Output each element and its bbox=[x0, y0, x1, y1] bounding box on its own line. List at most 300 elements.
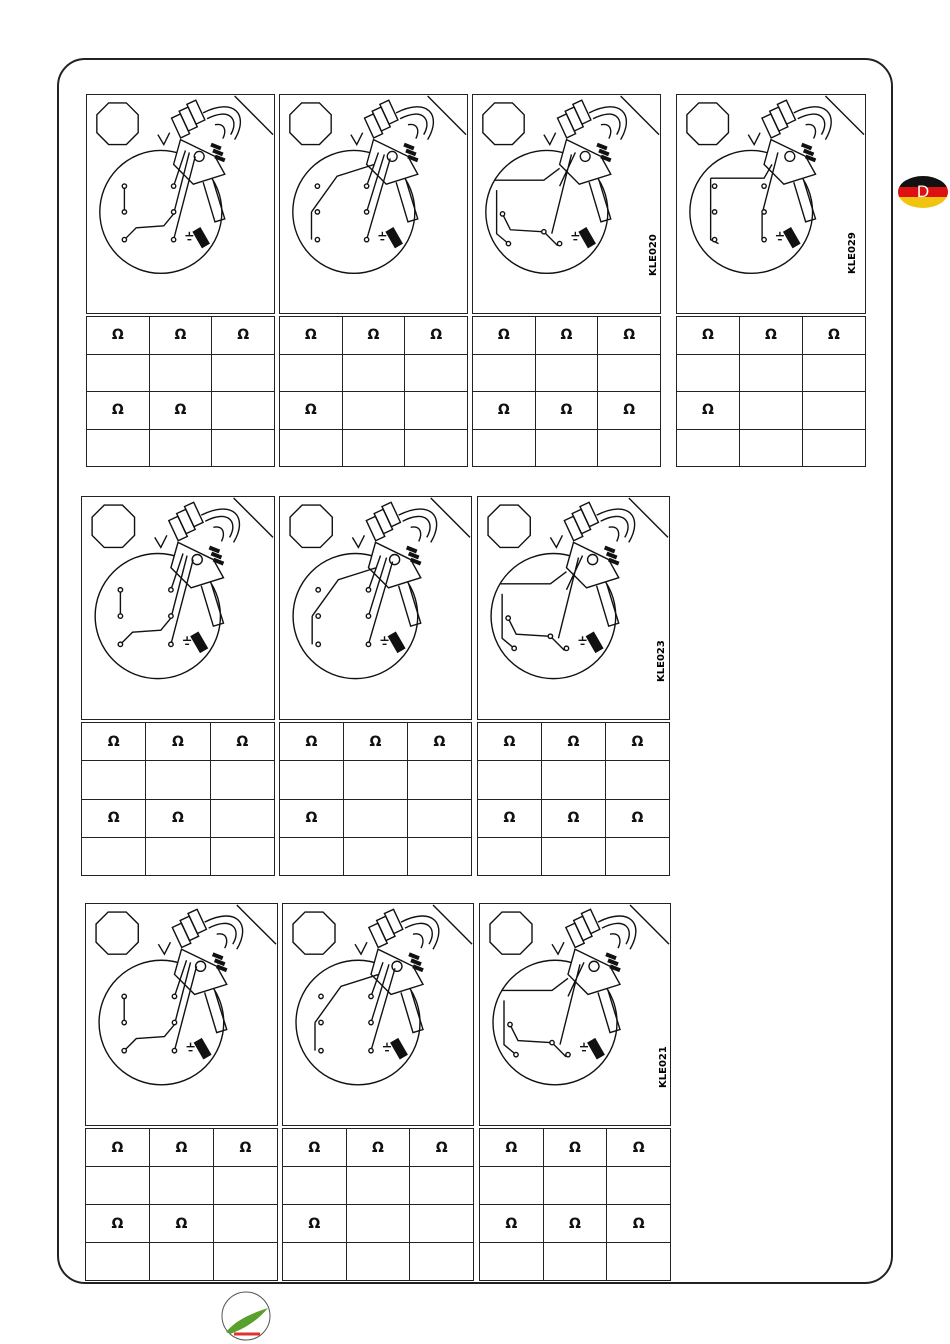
table-row bbox=[82, 723, 275, 761]
resistance-cell: Ω bbox=[607, 1205, 671, 1243]
table-row bbox=[82, 837, 275, 875]
check-mark-icon bbox=[351, 133, 363, 145]
resistance-cell bbox=[344, 799, 408, 837]
table-row bbox=[280, 723, 472, 761]
resistance-cell: Ω bbox=[146, 723, 210, 761]
resistance-cell: Ω bbox=[480, 1129, 544, 1167]
resistance-cell bbox=[212, 429, 275, 467]
resistance-cell: Ω bbox=[82, 799, 146, 837]
resistance-cell bbox=[543, 1243, 607, 1281]
terminal-dot bbox=[712, 237, 716, 241]
resistance-cell: Ω bbox=[86, 1129, 150, 1167]
octagon-marker-icon bbox=[96, 912, 138, 954]
corner-mark bbox=[621, 96, 659, 135]
ground-clip-icon bbox=[391, 1039, 407, 1059]
terminal-dot bbox=[508, 1022, 512, 1026]
resistance-table bbox=[279, 722, 472, 876]
resistance-cell bbox=[410, 1205, 474, 1243]
corner-mark bbox=[237, 905, 276, 944]
terminal-dot bbox=[500, 212, 504, 216]
table-row bbox=[86, 1205, 278, 1243]
resistance-cell: Ω bbox=[280, 723, 344, 761]
language-badge-de bbox=[898, 176, 948, 208]
corner-mark bbox=[825, 96, 864, 135]
terminal-dot bbox=[315, 237, 319, 241]
resistance-cell bbox=[346, 1167, 410, 1205]
resistance-cell: Ω bbox=[535, 317, 598, 355]
terminal-dot bbox=[369, 1048, 373, 1052]
terminal-dot bbox=[315, 210, 319, 214]
table-row bbox=[86, 1167, 278, 1205]
resistance-cell bbox=[607, 1243, 671, 1281]
ground-symbol-icon bbox=[187, 1043, 195, 1051]
resistance-cell: Ω bbox=[473, 317, 536, 355]
table-row bbox=[87, 317, 275, 355]
resistance-cell bbox=[405, 429, 468, 467]
resistance-cell bbox=[480, 1167, 544, 1205]
resistance-cell bbox=[342, 429, 405, 467]
ground-clip-icon bbox=[784, 228, 800, 247]
wiring-diagram bbox=[85, 903, 278, 1126]
resistance-table bbox=[676, 316, 866, 467]
resistance-cell bbox=[210, 761, 274, 799]
resistance-cell: Ω bbox=[803, 317, 866, 355]
resistance-cell: Ω bbox=[598, 392, 661, 430]
terminal-dot bbox=[172, 1048, 176, 1052]
terminal-dot bbox=[118, 642, 122, 646]
table-row bbox=[473, 354, 661, 392]
resistance-table bbox=[81, 722, 275, 876]
table-row bbox=[283, 1205, 474, 1243]
resistance-cell: Ω bbox=[598, 317, 661, 355]
ground-clip-icon bbox=[588, 1039, 604, 1059]
terminal-dot bbox=[366, 588, 370, 592]
ground-clip-icon bbox=[191, 632, 207, 652]
octagon-marker-icon bbox=[97, 103, 138, 145]
wiring-diagram bbox=[479, 903, 671, 1126]
resistance-cell: Ω bbox=[480, 1205, 544, 1243]
resistance-cell bbox=[212, 392, 275, 430]
ground-symbol-icon bbox=[183, 636, 191, 644]
table-row bbox=[283, 1167, 474, 1205]
resistance-cell bbox=[342, 354, 405, 392]
resistance-cell bbox=[146, 837, 210, 875]
terminal-dot bbox=[512, 646, 516, 650]
table-row bbox=[677, 354, 866, 392]
wiring-diagram bbox=[676, 94, 866, 314]
resistance-cell: Ω bbox=[149, 317, 212, 355]
resistance-cell bbox=[410, 1167, 474, 1205]
ground-clip-icon bbox=[587, 632, 603, 652]
resistance-cell: Ω bbox=[86, 1205, 150, 1243]
table-row bbox=[280, 392, 468, 430]
wiring-panel-8 bbox=[85, 903, 278, 1276]
terminal-dot bbox=[369, 1020, 373, 1024]
terminal-dot bbox=[762, 237, 766, 241]
terminal-dot bbox=[712, 210, 716, 214]
resistance-cell: Ω bbox=[473, 392, 536, 430]
resistance-cell bbox=[346, 1243, 410, 1281]
table-row bbox=[478, 761, 670, 799]
resistance-cell: Ω bbox=[87, 317, 150, 355]
resistance-cell bbox=[280, 354, 343, 392]
terminal-dot bbox=[369, 994, 373, 998]
resistance-cell: Ω bbox=[677, 392, 740, 430]
octagon-marker-icon bbox=[483, 103, 524, 145]
resistance-cell: Ω bbox=[87, 392, 150, 430]
wiring-diagram bbox=[81, 496, 275, 720]
corner-mark bbox=[234, 498, 273, 537]
table-row bbox=[677, 429, 866, 467]
octagon-marker-icon bbox=[290, 505, 332, 547]
resistance-table bbox=[279, 316, 468, 467]
resistance-cell bbox=[87, 429, 150, 467]
terminal-block-icon bbox=[169, 502, 240, 542]
wiring-panel-5 bbox=[81, 496, 275, 871]
terminal-block-icon bbox=[172, 100, 241, 139]
table-row bbox=[86, 1243, 278, 1281]
table-row bbox=[478, 799, 670, 837]
table-row bbox=[280, 799, 472, 837]
resistance-cell bbox=[408, 837, 472, 875]
terminal-dot bbox=[122, 1020, 126, 1024]
resistance-table bbox=[85, 1128, 278, 1281]
resistance-cell bbox=[283, 1167, 347, 1205]
table-row bbox=[280, 761, 472, 799]
table-row bbox=[478, 837, 670, 875]
ground-clip-icon bbox=[195, 1039, 211, 1059]
ground-symbol-icon bbox=[185, 232, 193, 240]
terminal-dot bbox=[366, 614, 370, 618]
resistance-cell bbox=[803, 354, 866, 392]
terminal-dot bbox=[316, 642, 320, 646]
resistance-cell bbox=[478, 761, 542, 799]
terminal-dot bbox=[171, 237, 175, 241]
terminal-dot bbox=[514, 1052, 518, 1056]
octagon-marker-icon bbox=[92, 505, 134, 547]
table-row bbox=[280, 354, 468, 392]
terminal-dot bbox=[169, 588, 173, 592]
resistance-cell bbox=[606, 761, 670, 799]
ground-symbol-icon bbox=[580, 1043, 588, 1051]
check-mark-icon bbox=[158, 942, 170, 954]
resistance-cell: Ω bbox=[344, 723, 408, 761]
ground-symbol-icon bbox=[383, 1043, 391, 1051]
resistance-cell: Ω bbox=[410, 1129, 474, 1167]
resistance-cell: Ω bbox=[543, 1205, 607, 1243]
resistance-table bbox=[86, 316, 275, 467]
wiring-panel-9 bbox=[282, 903, 474, 1276]
terminal-dot bbox=[171, 210, 175, 214]
ground-clip-icon bbox=[386, 228, 402, 247]
terminal-dot bbox=[566, 1052, 570, 1056]
resistance-cell bbox=[280, 761, 344, 799]
table-row bbox=[87, 354, 275, 392]
resistance-cell: Ω bbox=[212, 317, 275, 355]
resistance-cell bbox=[149, 354, 212, 392]
wiring-panel-3 bbox=[472, 94, 661, 462]
resistance-cell bbox=[82, 761, 146, 799]
resistance-cell bbox=[86, 1167, 150, 1205]
table-row bbox=[280, 317, 468, 355]
terminal-dot bbox=[169, 614, 173, 618]
wiring-panel-7 bbox=[477, 496, 670, 871]
ground-clip-icon bbox=[193, 228, 209, 247]
ground-clip-icon bbox=[579, 228, 595, 247]
resistance-cell bbox=[210, 837, 274, 875]
table-row bbox=[87, 392, 275, 430]
check-mark-icon bbox=[158, 133, 170, 145]
terminal-dot bbox=[506, 616, 510, 620]
wiring-diagram bbox=[477, 496, 670, 720]
terminal-dot bbox=[171, 184, 175, 188]
terminal-dot bbox=[319, 1048, 323, 1052]
corner-mark bbox=[428, 96, 466, 135]
table-row bbox=[480, 1167, 671, 1205]
resistance-cell: Ω bbox=[82, 723, 146, 761]
check-mark-icon bbox=[352, 535, 364, 547]
terminal-dot bbox=[762, 184, 766, 188]
table-row bbox=[478, 723, 670, 761]
octagon-marker-icon bbox=[290, 103, 331, 145]
resistance-table bbox=[479, 1128, 671, 1281]
terminal-block-icon bbox=[564, 502, 634, 542]
resistance-cell bbox=[740, 429, 803, 467]
resistance-cell: Ω bbox=[677, 317, 740, 355]
model-code-label: KLE020 bbox=[648, 234, 659, 276]
table-row bbox=[480, 1129, 671, 1167]
table-row bbox=[87, 429, 275, 467]
resistance-cell bbox=[598, 429, 661, 467]
terminal-dot bbox=[172, 1020, 176, 1024]
corner-mark bbox=[431, 498, 470, 537]
resistance-cell bbox=[473, 354, 536, 392]
resistance-cell: Ω bbox=[146, 799, 210, 837]
resistance-cell: Ω bbox=[283, 1205, 347, 1243]
resistance-cell bbox=[214, 1205, 278, 1243]
resistance-cell: Ω bbox=[405, 317, 468, 355]
terminal-dot bbox=[550, 1040, 554, 1044]
resistance-cell: Ω bbox=[478, 799, 542, 837]
resistance-cell bbox=[410, 1243, 474, 1281]
resistance-cell bbox=[405, 392, 468, 430]
table-row bbox=[86, 1129, 278, 1167]
resistance-cell: Ω bbox=[150, 1205, 214, 1243]
resistance-cell: Ω bbox=[283, 1129, 347, 1167]
resistance-cell bbox=[210, 799, 274, 837]
table-row bbox=[480, 1243, 671, 1281]
model-code-label: KLE029 bbox=[847, 232, 858, 274]
wiring-panel-10 bbox=[479, 903, 671, 1276]
resistance-cell bbox=[214, 1167, 278, 1205]
resistance-cell bbox=[405, 354, 468, 392]
terminal-dot bbox=[366, 642, 370, 646]
resistance-cell bbox=[212, 354, 275, 392]
table-row bbox=[677, 392, 866, 430]
terminal-dot bbox=[319, 1020, 323, 1024]
resistance-cell bbox=[150, 1243, 214, 1281]
wiring-panel-4 bbox=[676, 94, 866, 462]
resistance-cell bbox=[542, 761, 606, 799]
resistance-cell bbox=[803, 392, 866, 430]
terminal-dot bbox=[364, 210, 368, 214]
resistance-cell: Ω bbox=[535, 392, 598, 430]
terminal-block-icon bbox=[365, 100, 434, 139]
resistance-cell bbox=[677, 354, 740, 392]
wiring-diagram bbox=[86, 94, 275, 314]
model-code-label: KLE023 bbox=[656, 640, 667, 682]
wiring-diagram bbox=[279, 94, 468, 314]
resistance-table bbox=[472, 316, 661, 467]
check-mark-icon bbox=[355, 942, 367, 954]
resistance-cell: Ω bbox=[606, 799, 670, 837]
terminal-dot bbox=[122, 184, 126, 188]
table-row bbox=[473, 317, 661, 355]
resistance-cell bbox=[740, 354, 803, 392]
terminal-dot bbox=[122, 1048, 126, 1052]
resistance-cell: Ω bbox=[542, 723, 606, 761]
resistance-cell bbox=[344, 837, 408, 875]
terminal-dot bbox=[364, 184, 368, 188]
resistance-cell bbox=[87, 354, 150, 392]
terminal-dot bbox=[712, 184, 716, 188]
resistance-cell bbox=[473, 429, 536, 467]
model-code-label: KLE021 bbox=[658, 1046, 669, 1088]
brand-logo-icon bbox=[220, 1290, 272, 1342]
table-row bbox=[82, 761, 275, 799]
terminal-block-icon bbox=[558, 100, 627, 139]
resistance-cell: Ω bbox=[280, 317, 343, 355]
terminal-dot bbox=[762, 210, 766, 214]
terminal-dot bbox=[364, 237, 368, 241]
wiring-panel-2 bbox=[279, 94, 468, 462]
resistance-cell bbox=[598, 354, 661, 392]
terminal-dot bbox=[316, 588, 320, 592]
resistance-cell: Ω bbox=[543, 1129, 607, 1167]
check-mark-icon bbox=[544, 133, 556, 145]
terminal-dot bbox=[564, 646, 568, 650]
corner-mark bbox=[630, 905, 669, 944]
resistance-cell bbox=[150, 1167, 214, 1205]
check-mark-icon bbox=[748, 133, 760, 145]
terminal-dot bbox=[557, 241, 561, 245]
corner-mark bbox=[433, 905, 472, 944]
resistance-cell bbox=[677, 429, 740, 467]
resistance-cell: Ω bbox=[214, 1129, 278, 1167]
resistance-cell: Ω bbox=[210, 723, 274, 761]
ground-symbol-icon bbox=[776, 232, 784, 240]
resistance-cell bbox=[280, 837, 344, 875]
terminal-dot bbox=[315, 184, 319, 188]
resistance-cell: Ω bbox=[149, 392, 212, 430]
terminal-dot bbox=[122, 237, 126, 241]
table-row bbox=[473, 429, 661, 467]
resistance-cell bbox=[535, 429, 598, 467]
wiring-diagram bbox=[279, 496, 472, 720]
resistance-cell: Ω bbox=[740, 317, 803, 355]
check-mark-icon bbox=[552, 942, 564, 954]
resistance-cell bbox=[342, 392, 405, 430]
resistance-table bbox=[477, 722, 670, 876]
table-row bbox=[280, 429, 468, 467]
terminal-dot bbox=[548, 634, 552, 638]
resistance-cell bbox=[408, 761, 472, 799]
resistance-cell bbox=[480, 1243, 544, 1281]
resistance-cell bbox=[542, 837, 606, 875]
ground-clip-icon bbox=[389, 632, 405, 652]
terminal-dot bbox=[169, 642, 173, 646]
terminal-block-icon bbox=[566, 909, 636, 949]
resistance-cell bbox=[280, 429, 343, 467]
table-row bbox=[283, 1243, 474, 1281]
resistance-cell bbox=[543, 1167, 607, 1205]
terminal-dot bbox=[118, 614, 122, 618]
octagon-marker-icon bbox=[687, 103, 729, 145]
table-row bbox=[280, 837, 472, 875]
terminal-dot bbox=[122, 210, 126, 214]
resistance-cell bbox=[535, 354, 598, 392]
resistance-cell: Ω bbox=[280, 799, 344, 837]
check-mark-icon bbox=[155, 535, 167, 547]
resistance-cell: Ω bbox=[542, 799, 606, 837]
resistance-cell bbox=[214, 1243, 278, 1281]
resistance-cell: Ω bbox=[150, 1129, 214, 1167]
terminal-dot bbox=[319, 994, 323, 998]
octagon-marker-icon bbox=[490, 912, 532, 954]
terminal-dot bbox=[542, 230, 546, 234]
resistance-table bbox=[282, 1128, 474, 1281]
table-row bbox=[480, 1205, 671, 1243]
terminal-block-icon bbox=[369, 909, 439, 949]
resistance-cell bbox=[346, 1205, 410, 1243]
resistance-cell bbox=[344, 761, 408, 799]
resistance-cell bbox=[408, 799, 472, 837]
ground-symbol-icon bbox=[579, 636, 587, 644]
resistance-cell bbox=[283, 1243, 347, 1281]
resistance-cell bbox=[149, 429, 212, 467]
wiring-panel-1 bbox=[86, 94, 275, 462]
terminal-block-icon bbox=[762, 100, 831, 139]
language-badge-label: D bbox=[916, 182, 930, 201]
corner-mark bbox=[235, 96, 273, 135]
resistance-cell: Ω bbox=[607, 1129, 671, 1167]
resistance-cell: Ω bbox=[478, 723, 542, 761]
wiring-panel-6 bbox=[279, 496, 472, 871]
wiring-diagram bbox=[472, 94, 661, 314]
octagon-marker-icon bbox=[488, 505, 530, 547]
terminal-dot bbox=[316, 614, 320, 618]
resistance-cell bbox=[86, 1243, 150, 1281]
check-mark-icon bbox=[550, 535, 562, 547]
octagon-marker-icon bbox=[293, 912, 335, 954]
table-row bbox=[82, 799, 275, 837]
resistance-cell bbox=[740, 392, 803, 430]
corner-mark bbox=[629, 498, 668, 537]
resistance-cell bbox=[803, 429, 866, 467]
table-row bbox=[677, 317, 866, 355]
terminal-dot bbox=[118, 588, 122, 592]
ground-symbol-icon bbox=[571, 232, 579, 240]
wiring-diagram bbox=[282, 903, 474, 1126]
terminal-dot bbox=[122, 994, 126, 998]
resistance-cell: Ω bbox=[606, 723, 670, 761]
resistance-cell bbox=[146, 761, 210, 799]
ground-symbol-icon bbox=[381, 636, 389, 644]
resistance-cell: Ω bbox=[408, 723, 472, 761]
terminal-block-icon bbox=[172, 909, 242, 949]
resistance-cell: Ω bbox=[342, 317, 405, 355]
resistance-cell bbox=[607, 1167, 671, 1205]
